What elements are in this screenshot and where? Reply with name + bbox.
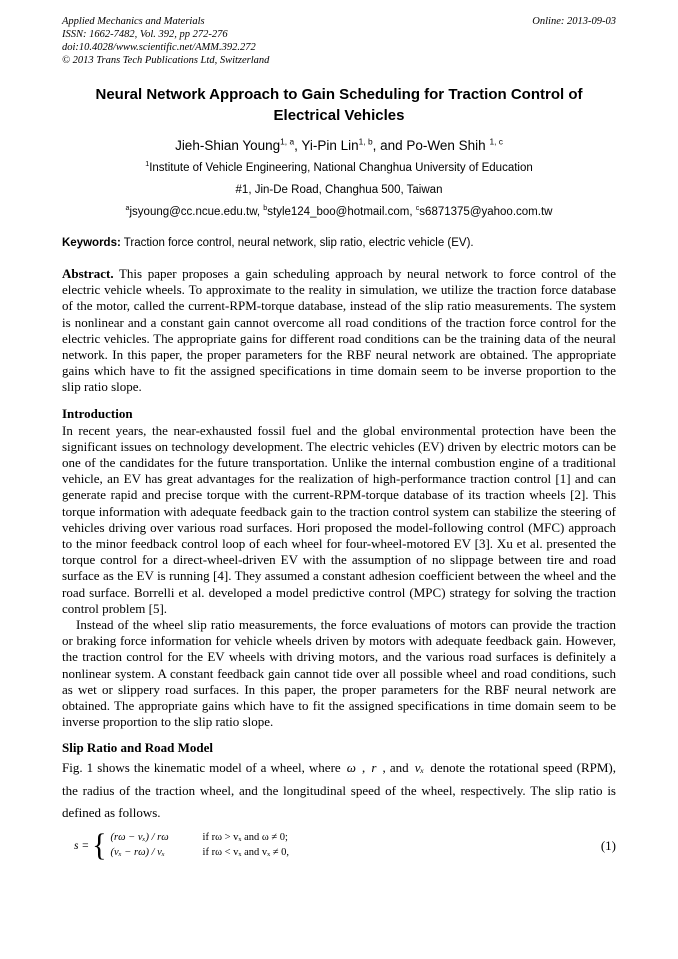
equation-case-row	[111, 846, 290, 860]
online-date: Online: 2013-09-03	[532, 16, 616, 27]
email-marker: a	[125, 204, 130, 213]
affiliation-text: Institute of Vehicle Engineering, National Changhua University of Education	[149, 162, 533, 174]
introduction-paragraph-1: In recent years, the near-exhausted fossil fuel and the global environmental protection have been the significant issues on technology development. The electric vehicles (EV) driven by electric motors can be one of the candidates for the future transportation. Unlike the internal combustion engine of a traditional vehicle, an EV has great advantages for the realization of high-performance traction control [1] and can generate rapid and precise torque with the current-RPM-torque database of its traction wheels [2]. This torque information with adequate feedback gain to the traction control system can stabilize the steering of vehicles driving over various road surfaces. Hori proposed the model-following control (MFC) approach to the minor feedback control loop of each wheel for four-wheel-motored EV [3]. Xu et al. presented the torque control for a direct-wheel-driven EV with the assumption of no slippage between tire and road surface as the EV is running [4]. They assumed a constant adhesion coefficient between the wheel and the road surface. Borrelli et al. developed a model predictive control (MPC) strategy for solving the traction control problem [5].	[62, 422, 616, 616]
equation-1-block	[62, 828, 616, 863]
case-expression: (rω − vₓ) / rω	[110, 832, 169, 844]
abstract-text: This paper proposes a gain scheduling approach by neural network to force control of the electric vehicle wheels. To approximate to the reality in simulation, we utilize the traction force database of the motor, called the current-RPM-torque database, instead of the slip ratio measurements. The system is nonlinear and a constant gain cannot overcome all road conditions of the traction force control for the electric vehicles. The appropriate gains for different road conditions can be the training data of the neural network. In this paper, the proper parameters for the RBF neural network are obtained. The appropriate gains which have to fit the assigned specifications in time domain seem to be inverse proportion to the slip ratio slope.	[62, 266, 616, 395]
introduction-paragraph-2: Instead of the wheel slip ratio measurements, the force evaluations of motors can provide the traction or braking force information for vehicle wheels driven by motors with adequate feedback gain. However, the traction control for the EV wheels with driving motors, and the various road surfaces is definitely a nonlinear system. A constant feedback gain cannot tide over all possible wheel and road conditions, such as wet or slippery road surfaces. In this paper, the proper parameters for the RBF neural network are obtained. The appropriate gains which have to fit the assigned specifications in time domain seem to be inverse proportion to the slip ratio slope.	[62, 617, 616, 730]
author-affiliation-marker: 1, c	[489, 136, 503, 147]
slip-text-segment: , and	[378, 760, 413, 776]
radius-symbol: r	[371, 760, 377, 776]
slip-text-segment: Fig. 1 shows the kinematic model of a wheel, where	[62, 760, 345, 776]
keywords-text: Traction force control, neural network, slip ratio, electric vehicle (EV).	[120, 237, 474, 249]
keywords-label: Keywords:	[62, 237, 121, 249]
affiliation-line	[62, 161, 616, 175]
equation-cases	[111, 831, 290, 860]
author-affiliation-marker: 1, b	[358, 136, 373, 147]
section-heading-slip-ratio: Slip Ratio and Road Model	[62, 740, 213, 756]
journal-header-row	[62, 15, 616, 28]
equation-lhs: s =	[74, 839, 90, 852]
equation-case-row	[111, 831, 290, 845]
email-marker: b	[263, 204, 268, 213]
author-name: Po-Wen Shih	[406, 138, 490, 153]
affiliation-marker: 1	[145, 160, 150, 169]
copyright-line: © 2013 Trans Tech Publications Ltd, Switzerland	[62, 55, 270, 66]
email-address: jsyoung@cc.ncue.edu.tw,	[129, 206, 264, 218]
section-heading-introduction: Introduction	[62, 405, 133, 421]
slip-ratio-paragraph	[62, 757, 616, 825]
equation-1	[74, 828, 290, 863]
authors-line	[62, 138, 616, 153]
equation-brace: {	[92, 828, 107, 863]
slip-text-segment: ,	[357, 760, 370, 776]
doi-line: doi:10.4028/www.scientific.net/AMM.392.272	[62, 42, 256, 53]
case-condition: if rω < vₓ and vₓ ≠ 0,	[202, 847, 290, 859]
email-address: style124_boo@hotmail.com,	[267, 206, 416, 218]
slip-text-segment: denote the rotational speed (RPM), the radius of the traction wheel, and the longitudinal speed of the wheel, respectively. The slip ratio is defined as follows.	[62, 760, 616, 821]
author-name: Jieh-Shian Young	[175, 138, 281, 153]
author-name: Yi-Pin Lin	[301, 138, 359, 153]
abstract-label: Abstract.	[62, 266, 114, 281]
issn-line: ISSN: 1662-7482, Vol. 392, pp 272-276	[62, 29, 228, 40]
equation-number: (1)	[600, 837, 616, 853]
address-line: #1, Jin-De Road, Changhua 500, Taiwan	[235, 184, 443, 196]
case-expression: (vₓ − rω) / vₓ	[110, 847, 165, 859]
case-condition: if rω > vₓ and ω ≠ 0;	[202, 832, 288, 844]
author-affiliation-marker: 1, a	[280, 136, 295, 147]
email-marker: c	[415, 204, 420, 213]
velocity-symbol: vₓ	[414, 760, 425, 776]
email-address: s6871375@yahoo.com.tw	[419, 206, 553, 218]
abstract-paragraph	[62, 266, 616, 396]
journal-name: Applied Mechanics and Materials	[62, 16, 205, 27]
omega-symbol: ω	[346, 760, 356, 776]
journal-header	[62, 15, 616, 67]
keywords-line	[62, 237, 616, 249]
paper-title: Neural Network Approach to Gain Scheduling for Traction Control of Electrical Vehicles	[95, 86, 583, 124]
author-separator: ,	[294, 138, 302, 153]
author-separator: , and	[372, 138, 407, 153]
emails-line	[62, 205, 616, 219]
